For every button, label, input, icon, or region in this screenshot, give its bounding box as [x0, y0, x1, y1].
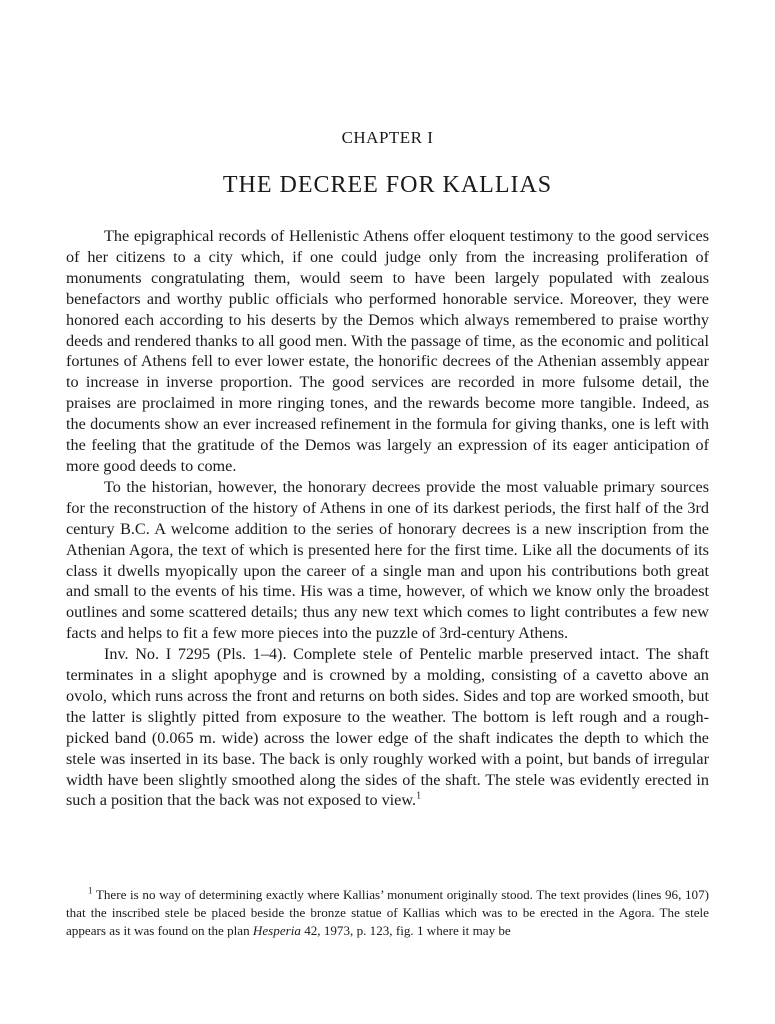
footnote-1-text-a: There is no way of determining exactly where Kallias’ monument originally stood. The text provides (lines 96, 107) that the inscribed stele be placed beside the bronze statue of Kallias which was to be erected in the Agora. The stele appears as it was found on the plan [66, 887, 709, 938]
paragraph-2-text-a: To the historian, however, the honorary decrees provide the most valuable primary sources for the reconstruction of the history of Athens in one of its darkest periods, the first half of the 3rd century [66, 477, 709, 538]
footnote-1-text-b: 42, 1973, p. 123, fig. 1 where it may be [300, 923, 511, 938]
body-text [66, 226, 709, 811]
footnote-1 [66, 886, 709, 940]
paragraph-1: The epigraphical records of Hellenistic Athens offer eloquent testimony to the good services of her citizens to a city which, if one could judge only from the increasing proliferation of monuments congratulating them, would seem to have been largely populated with zealous benefactors and worthy public officials who performed honorable service. Moreover, they were honored each according to his deserts by the Demos which always remembered to praise worthy deeds and rendered thanks to all good men. With the passage of time, as the economic and political fortunes of Athens fell to ever lower estate, the honorific decrees of the Athenian assembly appear to increase in inverse proportion. The good services are recorded in more fulsome detail, the praises are proclaimed in more ringing tones, and the rewards become more tangible. Indeed, as the documents show an ever increased refinement in the formula for giving thanks, one is left with the feeling that the gratitude of the Demos was largely an expression of its eager anticipation of more good deeds to come. [66, 227, 709, 475]
footnote-number: 1 [88, 885, 93, 896]
document-page [66, 0, 709, 1024]
footnote-reference[interactable]: 1 [416, 791, 422, 803]
journal-title: Hesperia [252, 923, 301, 938]
paragraph-3 [66, 644, 709, 811]
paragraph-2 [66, 477, 709, 644]
chapter-title: THE DECREE FOR KALLIAS [222, 172, 553, 198]
era-abbreviation: B.C. [120, 519, 150, 538]
paragraph-2-text-b: A welcome addition to the series of honorary decrees is a new inscription from the Athenian Agora, the text of which is presented here for the first time. Like all the documents of its class it dwells myopically upon the career of a single man and upon his contributions both great and small to the events of his time. His was a time, however, of which we know only the broadest outlines and some scattered details; thus any new text which comes to light contributes a few new facts and helps to fit a few more pieces into the puzzle of 3rd-century Athens. [66, 519, 709, 643]
footnotes [66, 886, 709, 940]
paragraph-3-text: Inv. No. I 7295 (Pls. 1–4). Complete stele of Pentelic marble preserved intact. The shaft terminates in a slight apophyge and is crowned by a molding, consisting of a cavetto above an ovolo, which runs across the front and returns on both sides. Sides and top are worked smooth, but the latter is slightly pitted from exposure to the weather. The bottom is left rough and a rough-picked band (0.065 m. wide) across the lower edge of the shaft indicates the depth to which the stele was inserted in its base. The back is only roughly worked with a point, but bands of irregular width have been slightly smoothed along the sides of the shaft. The stele was evidently erected in such a position that the back was not exposed to view. [66, 645, 709, 810]
chapter-label: CHAPTER I [341, 128, 434, 147]
